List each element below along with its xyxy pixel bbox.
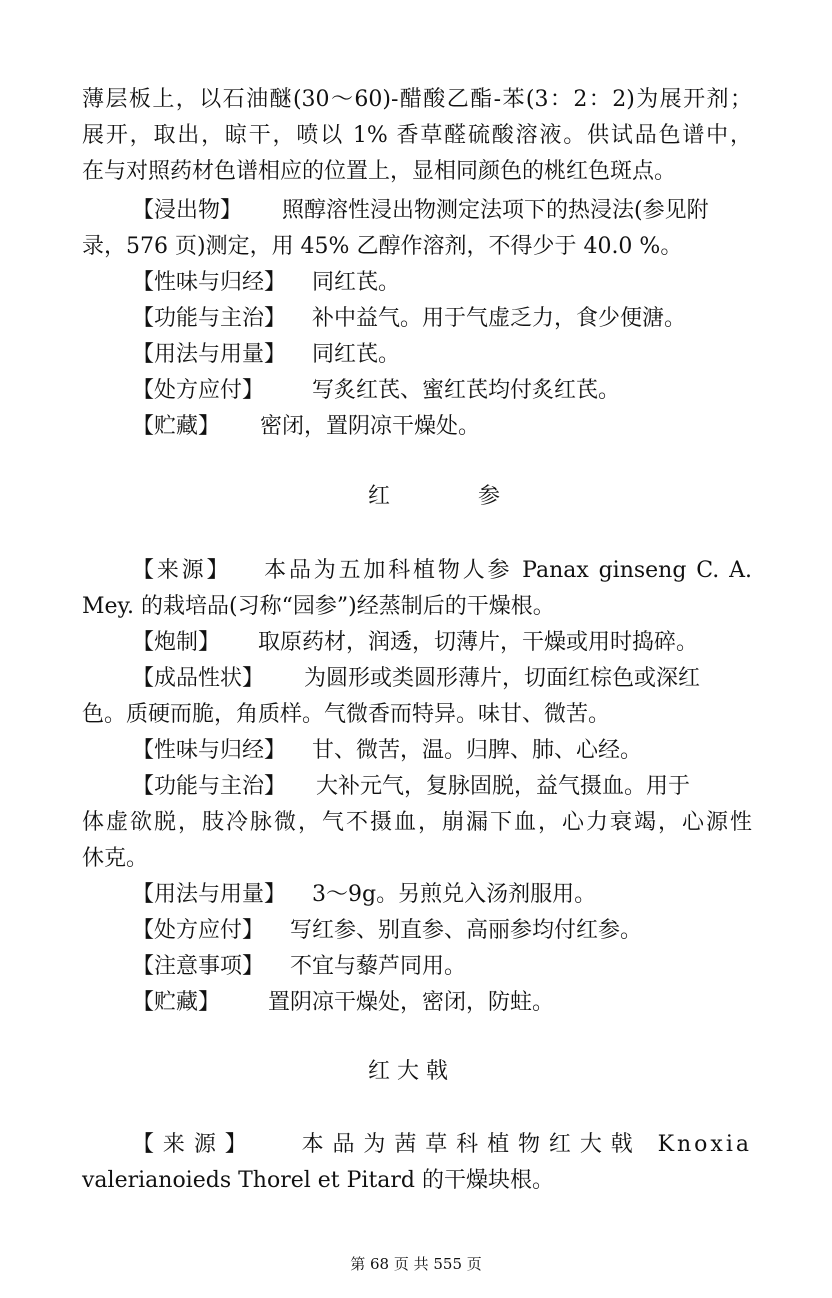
text-line: 色。质硬而脆，角质样。气微香而特异。味甘、微苦。	[82, 702, 611, 727]
section-tag: 【炮制】	[132, 630, 221, 655]
extract-section	[132, 196, 752, 226]
section-tag: 【来源】	[132, 1132, 256, 1157]
section-tag: 【注意事项】	[132, 954, 265, 979]
section-text: 置阴凉干燥处，密闭，防蛀。	[268, 990, 555, 1015]
section-text: 不宜与藜芦同用。	[290, 954, 467, 979]
section-text: 取原药材，润透，切薄片，干燥或用时捣碎。	[258, 630, 699, 655]
heading-char: 参	[478, 484, 501, 509]
section-tag: 【用法与用量】	[132, 882, 287, 907]
page-footer: 第 68 页 共 555 页	[350, 1255, 482, 1273]
section-tag: 【用法与用量】	[132, 342, 287, 367]
section-text: 本品为茜草科植物红大戟 Knoxia	[295, 1132, 752, 1157]
caution-section	[132, 952, 752, 982]
section-tag: 【性味与归经】	[132, 738, 287, 763]
section-text: 密闭，置阴凉干燥处。	[260, 414, 481, 439]
section-text: 为圆形或类圆形薄片，切面红棕色或深红	[304, 666, 701, 691]
storage-section	[132, 988, 752, 1018]
section-tag: 【成品性状】	[132, 666, 265, 691]
property-item	[132, 340, 752, 370]
appearance-section	[132, 664, 752, 694]
section-heading: 红 大 戟	[368, 1059, 448, 1084]
property-item	[132, 268, 752, 298]
section-tag: 【功能与主治】	[132, 306, 287, 331]
section-text: 甘、微苦，温。归脾、肺、心经。	[312, 738, 643, 763]
section-text: 照醇溶性浸出物测定法项下的热浸法(参见附	[282, 198, 709, 223]
section-tag: 【处方应付】	[132, 918, 265, 943]
text-line: 录，576 页)测定，用 45% 乙醇作溶剂，不得少于 40.0 %。	[82, 234, 683, 259]
dosage-section	[132, 880, 752, 910]
section-text: 补中益气。用于气虚乏力，食少便溏。	[312, 306, 687, 331]
prescription-section	[132, 916, 752, 946]
heading-char: 红	[368, 484, 391, 509]
section-text: 写红参、别直参、高丽参均付红参。	[290, 918, 643, 943]
text-line: 薄层板上，以石油醚(30～60)-醋酸乙酯-苯(3：2：2)为展开剂；	[82, 87, 752, 112]
text-line: 在与对照药材色谱相应的位置上，显相同颜色的桃红色斑点。	[82, 159, 677, 184]
section-text: 大补元气，复脉固脱，益气摄血。用于	[316, 774, 691, 799]
property-item	[132, 304, 752, 334]
section-tag: 【性味与归经】	[132, 270, 287, 295]
text-line: 休克。	[82, 846, 149, 871]
section-tag: 【贮藏】	[132, 990, 221, 1015]
source-section	[132, 1130, 752, 1160]
text-line: Mey. 的栽培品(习称“园参”)经蒸制后的干燥根。	[82, 594, 555, 619]
property-item	[132, 376, 752, 406]
section-text: 同红芪。	[312, 342, 401, 367]
section-tag: 【处方应付】	[132, 378, 265, 403]
text-line: valerianoieds Thorel et Pitard 的干燥块根。	[82, 1168, 555, 1193]
property-item	[132, 412, 752, 442]
text-line: 体虚欲脱，肢冷脉微，气不摄血，崩漏下血，心力衰竭，心源性	[82, 810, 752, 835]
section-tag: 【来源】	[132, 558, 232, 583]
section-tag: 【功能与主治】	[132, 774, 287, 799]
section-text: 同红芪。	[312, 270, 401, 295]
processing-section	[132, 628, 752, 658]
section-text: 写炙红芪、蜜红芪均付炙红芪。	[312, 378, 621, 403]
section-text: 本品为五加科植物人参 Panax ginseng C. A.	[261, 558, 752, 583]
text-line: 展开，取出，晾干，喷以 1% 香草醛硫酸溶液。供试品色谱中，	[82, 123, 752, 148]
property-item	[132, 736, 752, 766]
source-section	[132, 556, 752, 586]
section-tag: 【浸出物】	[132, 198, 243, 223]
function-section	[132, 772, 752, 802]
section-text: 3～9g。另煎兑入汤剂服用。	[312, 882, 597, 907]
section-tag: 【贮藏】	[132, 414, 221, 439]
